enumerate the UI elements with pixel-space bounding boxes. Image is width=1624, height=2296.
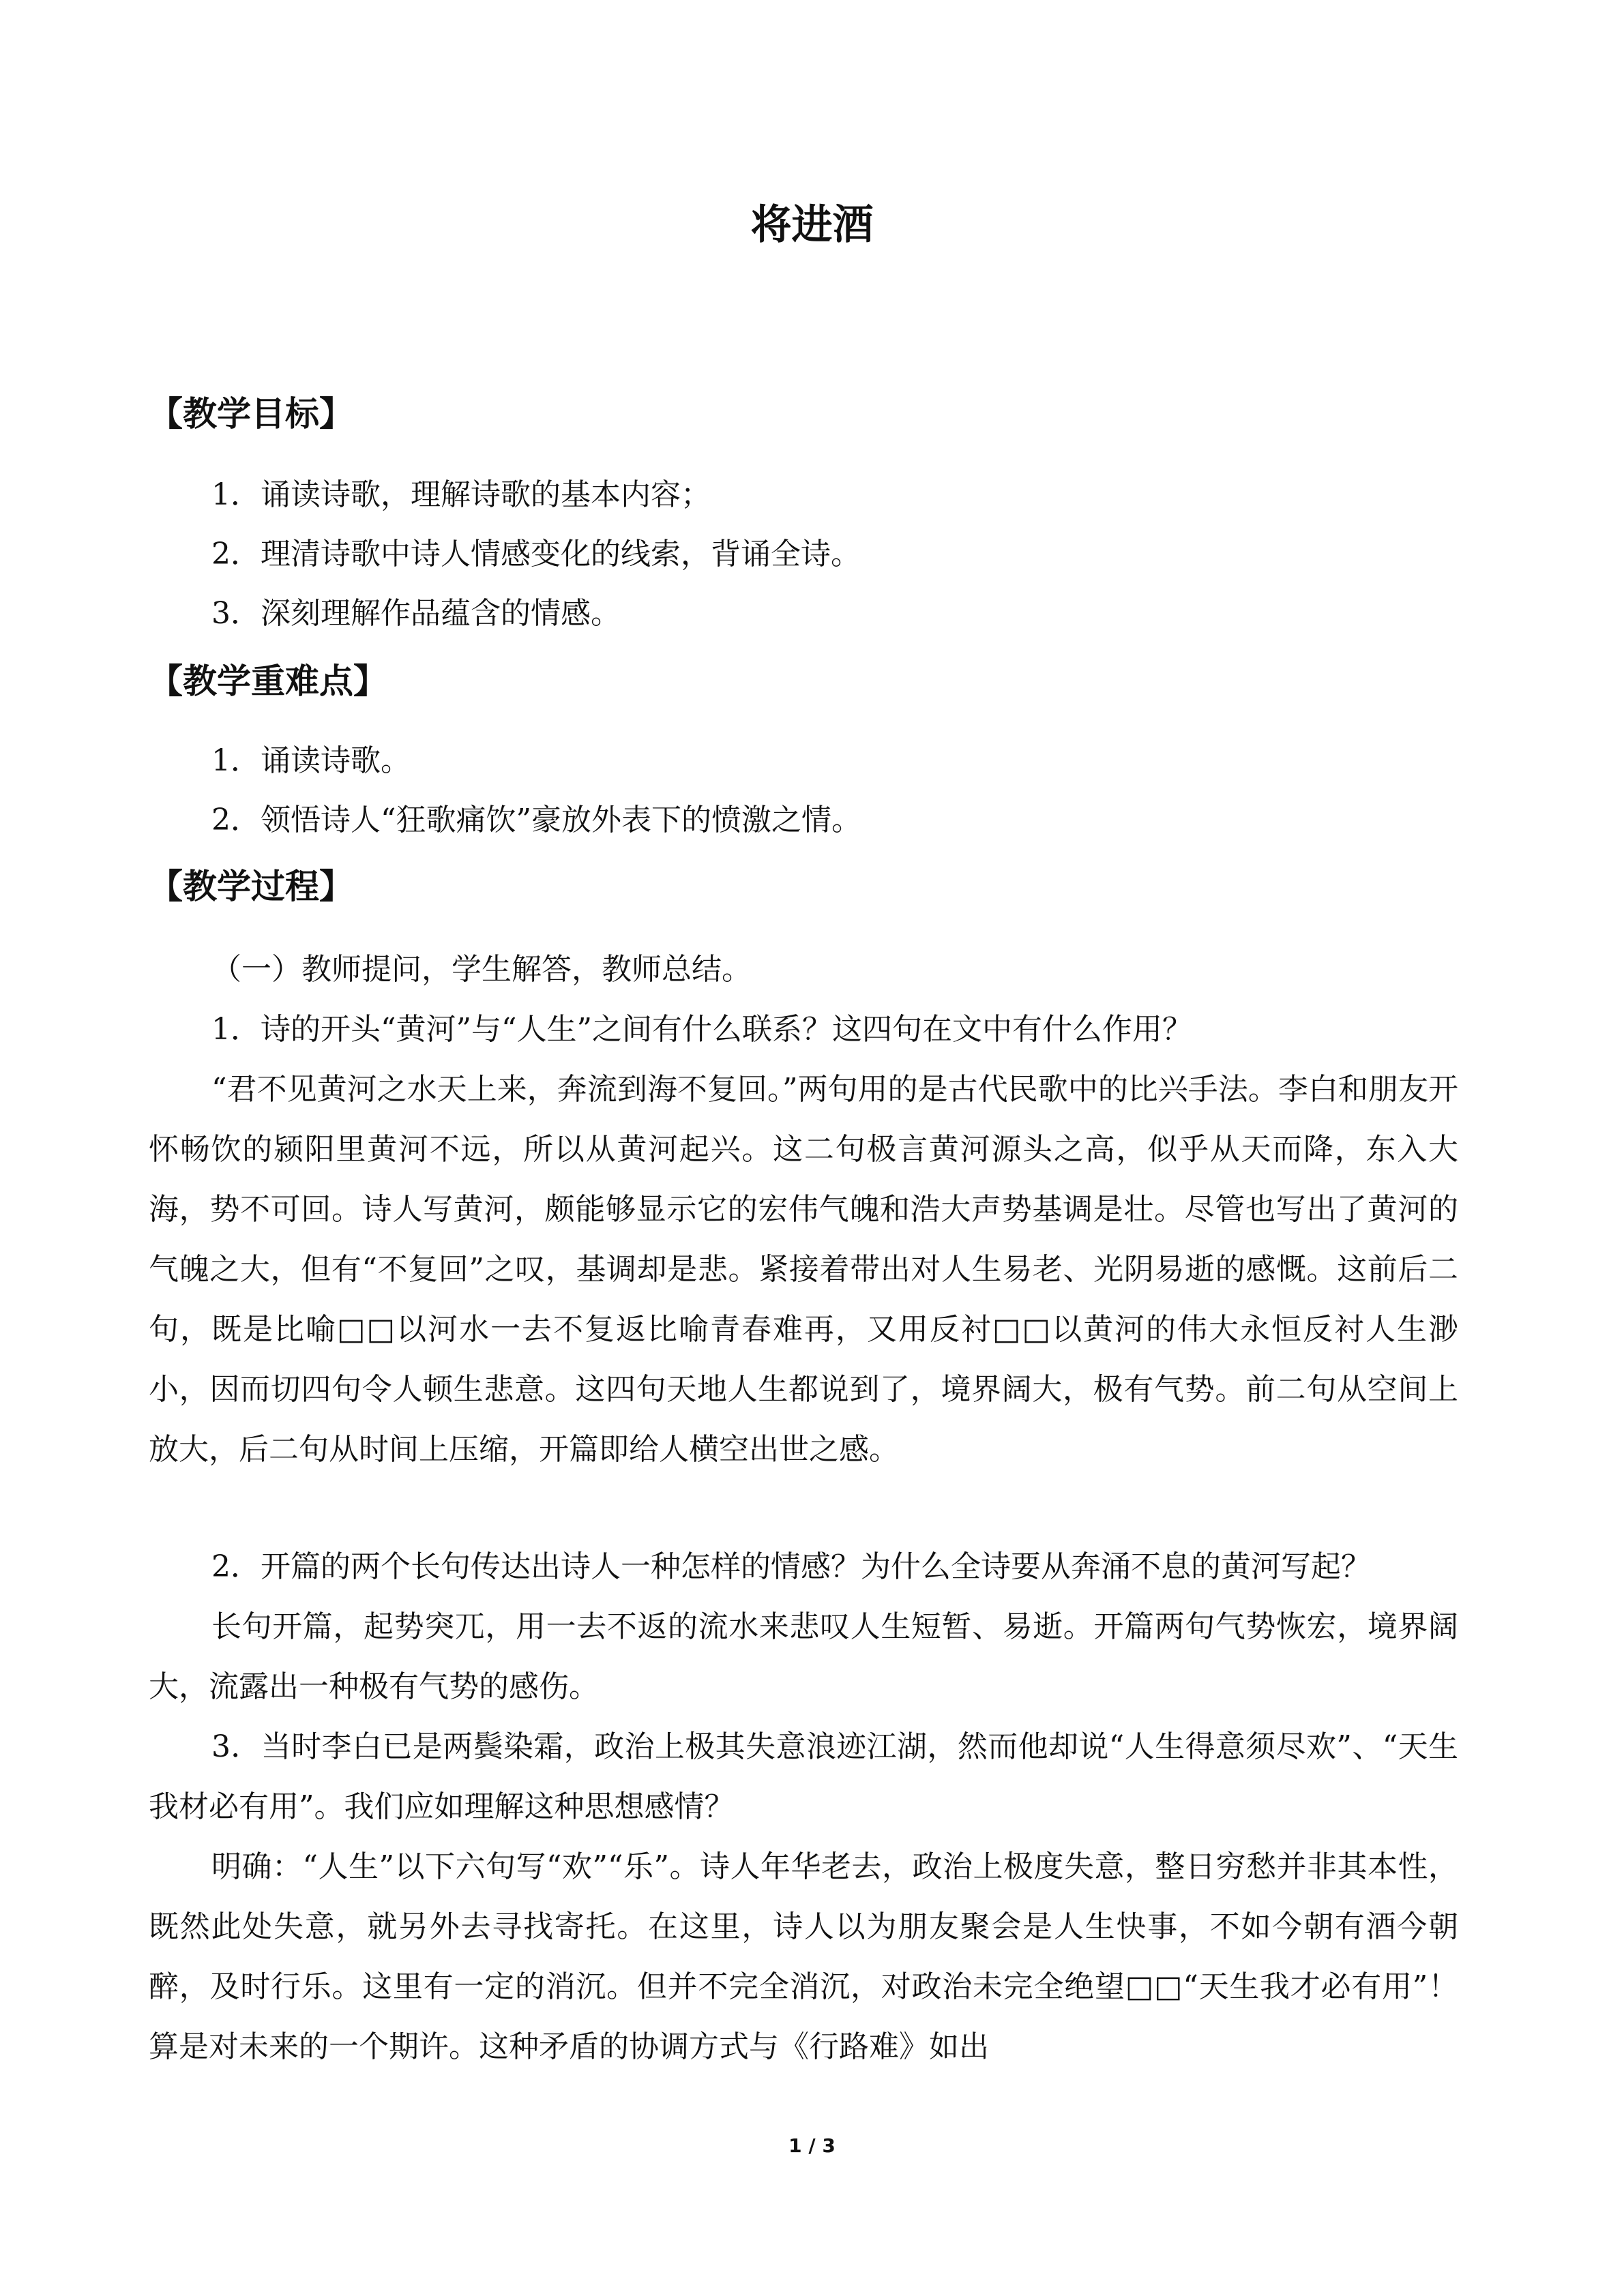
process-answer-3: 明确：“人生”以下六句写“欢”“乐”。诗人年华老去，政治上极度失意，整日穷愁并非其本性，既然此处失意，就另外去寻找寄托。在这里，诗人以为朋友聚会是人生快事，不如今朝有酒今朝醉，及时行乐。这里有一定的消沉。但并不完全消沉，对政治未完全绝望□□“天生我才必有用”！算是对未来的一个期许。这种矛盾的协调方式与《行路难》如出 — [149, 1849, 1458, 2064]
objective-item-3: 3．深刻理解作品蕴含的情感。 — [211, 596, 621, 631]
section-heading-objectives: 【教学目标】 — [149, 394, 353, 434]
process-answer-2: 长句开篇，起势突兀，用一去不返的流水来悲叹人生短暂、易逝。开篇两句气势恢宏，境界阔大，流露出一种极有气势的感伤。 — [149, 1609, 1458, 1704]
process-answer-1: “君不见黄河之水天上来，奔流到海不复回。”两句用的是古代民歌中的比兴手法。李白和朋友开怀畅饮的颍阳里黄河不远，所以从黄河起兴。这二句极言黄河源头之高，似乎从天而降，东入大海，势不可回。诗人写黄河，颇能够显示它的宏伟气魄和浩大声势基调是壮。尽管也写出了黄河的气魄之大，但有“不复回”之叹，基调却是悲。紧接着带出对人生易老、光阴易逝的感慨。这前后二句，既是比喻□□以河水一去不复返比喻青春难再，又用反衬□□以黄河的伟大永恒反衬人生渺小，因而切四句令人顿生悲意。这四句天地人生都说到了，境界阔大，极有气势。前二句从空间上放大，后二句从时间上压缩，开篇即给人横空出世之感。 — [149, 1072, 1459, 1467]
section-heading-key-points: 【教学重难点】 — [149, 661, 387, 701]
process-question-2: 2．开篇的两个长句传达出诗人一种怎样的情感？为什么全诗要从奔涌不息的黄河写起？ — [211, 1549, 1371, 1584]
process-paragraph-intro: （一）教师提问，学生解答，教师总结。 — [211, 952, 752, 987]
process-question-3: 3．当时李白已是两鬓染霜，政治上极其失意浪迹江湖，然而他却说“人生得意须尽欢”、“天生我材必有用”。我们应如理解这种思想感情？ — [149, 1729, 1458, 1824]
section-heading-process: 【教学过程】 — [149, 867, 353, 906]
document-title: 将进酒 — [750, 201, 874, 249]
key-point-item-1: 1．诵读诗歌。 — [211, 743, 411, 778]
page-number: 1 / 3 — [788, 2134, 836, 2157]
key-point-item-2: 2．领悟诗人“狂歌痛饮”豪放外表下的愤激之情。 — [211, 803, 861, 837]
objective-item-2: 2．理清诗歌中诗人情感变化的线索，背诵全诗。 — [211, 537, 861, 571]
process-question-1: 1．诗的开头“黄河”与“人生”之间有什么联系？这四句在文中有什么作用？ — [211, 1012, 1192, 1047]
objective-item-1: 1．诵读诗歌，理解诗歌的基本内容； — [211, 477, 711, 512]
